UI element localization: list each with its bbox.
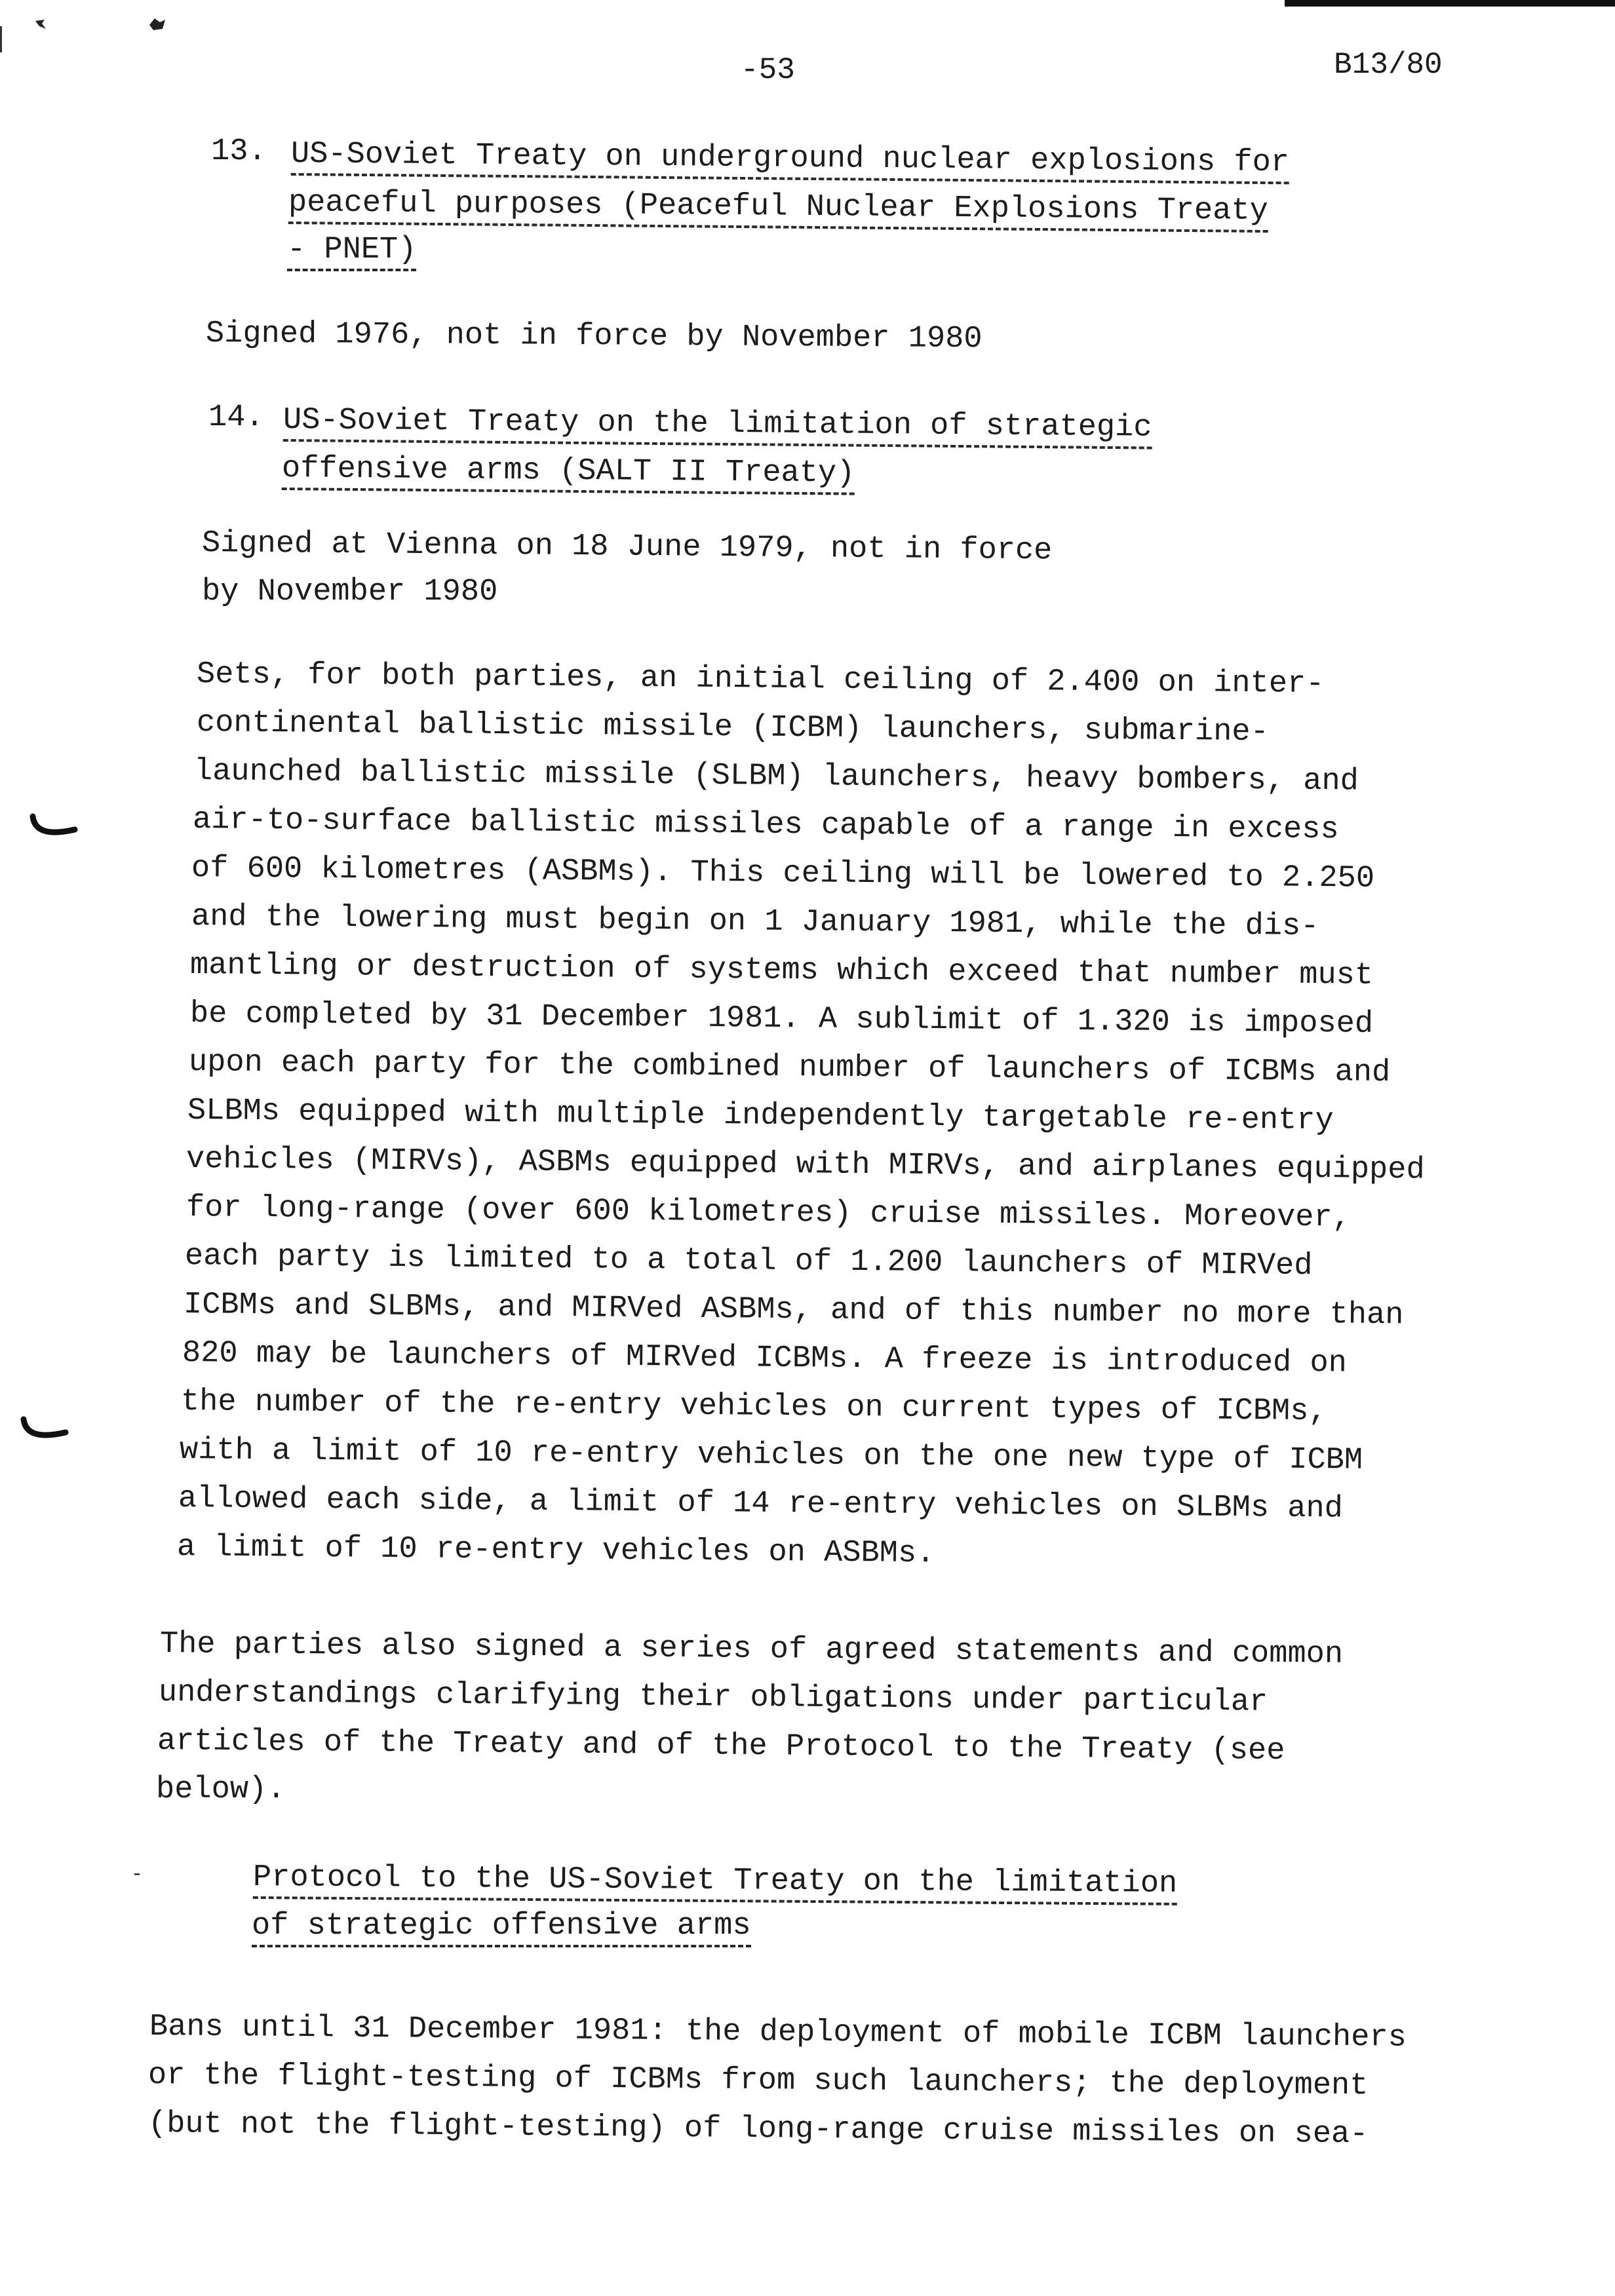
item-14-body-line-17: with a limit of 10 re-entry vehicles on the one new type of ICBM	[179, 1433, 1363, 1478]
corner-speck-mark	[33, 16, 52, 33]
item-14-body-line-5: of 600 kilometres (ASBMs). This ceiling will be lowered to 2.250	[191, 851, 1375, 896]
item-14-body-line-16: the number of the re-entry vehicles on current types of ICBMs,	[180, 1385, 1327, 1430]
item-14-body-line-4: air-to-surface ballistic missiles capable of a range in excess	[192, 803, 1339, 848]
statements-line-2: understandings clarifying their obligations under particular	[158, 1675, 1268, 1720]
item-14-body-line-9: upon each party for the combined number of launchers of ICBMs and	[188, 1045, 1391, 1090]
item-14-body-line-11: vehicles (MIRVs), ASBMs equipped with MIRVs, and airplanes equipped	[185, 1142, 1425, 1188]
item-14-body-line-7: mantling or destruction of systems which exceed that number must	[189, 948, 1374, 993]
item-14-body-line-19: a limit of 10 re-entry vehicles on ASBMs.	[176, 1530, 935, 1572]
item-14-body-line-8: be completed by 31 December 1981. A sublimit of 1.320 is imposed	[189, 997, 1374, 1042]
item-14-title-line-2: offensive arms (SALT II Treaty)	[282, 453, 855, 489]
margin-dash-mark: -	[131, 1864, 144, 1886]
protocol-title-line-2: of strategic offensive arms	[252, 1911, 751, 1942]
item-14-body-line-1: Sets, for both parties, an initial ceiling of 2.400 on inter-	[196, 657, 1325, 702]
item-13-title-line-2: peaceful purposes (Peaceful Nuclear Explosions Treaty	[288, 187, 1268, 227]
item-13-title-line-3: - PNET)	[287, 235, 416, 265]
item-14-title-line-1: US-Soviet Treaty on the limitation of strategic	[283, 405, 1152, 444]
statements-line-4: below).	[156, 1772, 286, 1807]
protocol-body-line-3: (but not the flight-testing) of long-range cruise missiles on sea-	[147, 2107, 1369, 2152]
item-14-body-line-14: ICBMs and SLBMs, and MIRVed ASBMs, and of this number no more than	[183, 1288, 1404, 1333]
statements-line-3: articles of the Treaty and of the Protocol to the Treaty (see	[157, 1724, 1285, 1769]
item-13-number: 13.	[211, 134, 267, 169]
item-14-body-line-13: each party is limited to a total of 1.200 launchers of MIRVed	[184, 1239, 1313, 1284]
left-edge-mark	[0, 26, 2, 52]
item-14-body-line-3: launched ballistic missile (SLBM) launchers, heavy bombers, and	[193, 754, 1359, 799]
item-14-body-line-12: for long-range (over 600 kilometres) cruise missiles. Moreover,	[185, 1191, 1352, 1236]
document-reference: B13/80	[1334, 48, 1443, 82]
item-14-status-line-1: Signed at Vienna on 18 June 1979, not in force	[201, 526, 1053, 569]
item-14-body-line-10: SLBMs equipped with multiple independently targetable re-entry	[187, 1094, 1334, 1139]
item-14-body-line-6: and the lowering must begin on 1 January 1981, while the dis-	[191, 900, 1319, 945]
corner-blot-mark	[146, 13, 169, 34]
page-number: -53	[741, 53, 795, 87]
punch-hole-mark-upper	[29, 813, 81, 845]
protocol-body-line-1: Bans until 31 December 1981: the deployment of mobile ICBM launchers	[149, 2010, 1407, 2056]
item-14-body-line-2: continental ballistic missile (ICBM) launchers, submarine-	[196, 706, 1270, 750]
protocol-body-line-2: or the flight-testing of ICBMs from such launchers; the deployment	[147, 2058, 1369, 2104]
item-14-number: 14.	[208, 400, 264, 435]
statements-line-1: The parties also signed a series of agreed statements and common	[159, 1627, 1344, 1672]
protocol-title-line-1: Protocol to the US-Soviet Treaty on the limitation	[253, 1862, 1178, 1900]
item-14-status-line-2: by November 1980	[202, 575, 498, 609]
item-13-title-line-1: US-Soviet Treaty on underground nuclear explosions for	[291, 139, 1289, 178]
item-13-status: Signed 1976, not in force by November 1980	[205, 316, 983, 357]
item-14-body-line-18: allowed each side, a limit of 14 re-entry vehicles on SLBMs and	[178, 1482, 1344, 1527]
item-14-body-line-15: 820 may be launchers of MIRVed ICBMs. A freeze is introduced on	[182, 1336, 1348, 1381]
top-edge-rule	[1285, 0, 1615, 7]
punch-hole-mark-lower	[20, 1415, 72, 1448]
